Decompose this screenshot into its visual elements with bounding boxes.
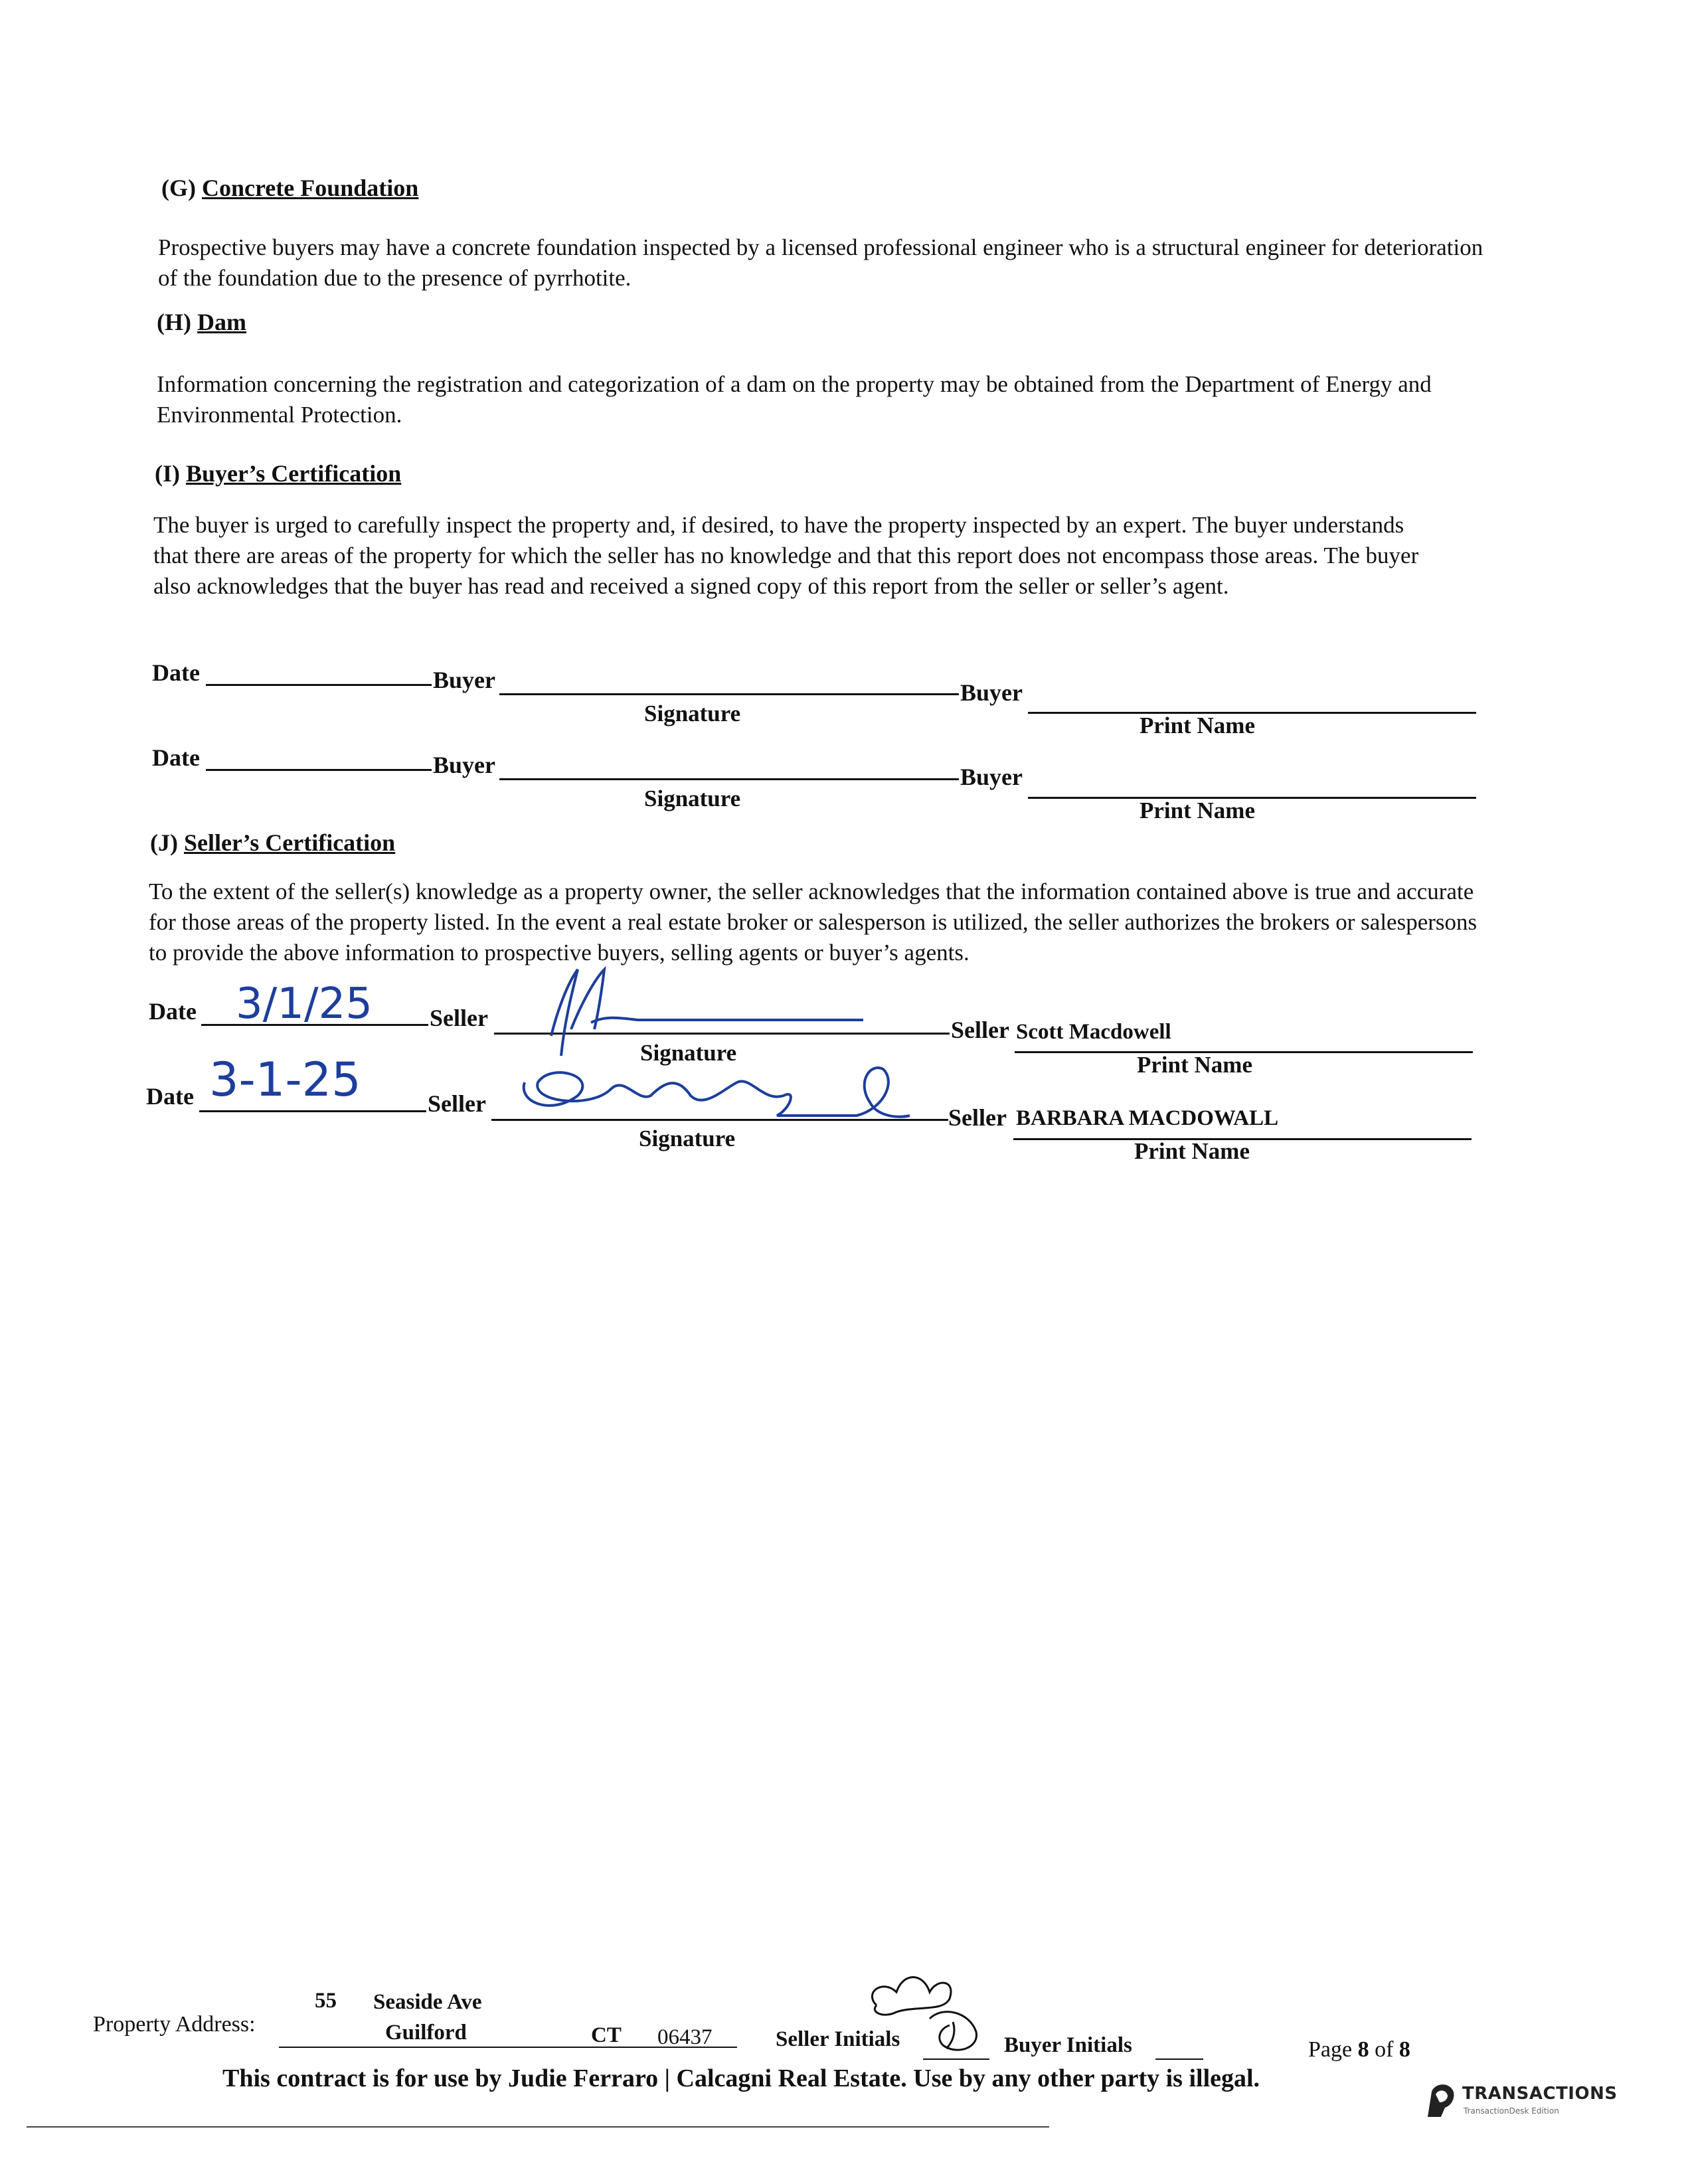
seller2-signature-caption: Signature: [639, 1126, 736, 1151]
seller1-seller-print-label: Seller: [951, 1017, 1009, 1043]
section-g-heading: [161, 174, 418, 202]
section-j-letter: (J): [150, 829, 178, 856]
transactions-logo-icon: [1421, 2078, 1458, 2118]
section-g-title: Concrete Foundation: [201, 175, 419, 201]
seller-initials-line[interactable]: [923, 2058, 989, 2060]
buyer1-date-line[interactable]: [206, 684, 432, 686]
buyer1-signature-line[interactable]: [499, 693, 959, 695]
buyer1-print-name-caption: Print Name: [1139, 713, 1255, 738]
section-h-text: Information concerning the registration and categorization of a dam on the property may be obtained from the Department of Energy and Environmental Protection.: [157, 371, 1432, 428]
seller2-print-name-value: BARBARA MACDOWALL: [1016, 1106, 1279, 1130]
buyer1-signature-caption: Signature: [644, 701, 741, 726]
section-i-letter: (I): [155, 460, 180, 487]
seller2-seller-label: Seller: [428, 1090, 486, 1117]
seller2-seller-print-label: Seller: [948, 1104, 1007, 1131]
seller-initials-label: Seller Initials: [776, 2027, 900, 2051]
page-total: 8: [1398, 2037, 1410, 2062]
transactions-logo-sub: TransactionDesk Edition: [1464, 2106, 1559, 2116]
seller2-signature-image: [511, 1056, 923, 1129]
section-h-letter: (H): [157, 309, 191, 335]
seller1-print-name-caption: Print Name: [1137, 1052, 1252, 1078]
section-j-title: Seller’s Certification: [183, 829, 396, 856]
seller2-date-line[interactable]: [199, 1110, 426, 1112]
page-number: [1308, 2037, 1410, 2062]
buyer-initials-line[interactable]: [1155, 2058, 1203, 2060]
property-city: Guilford: [385, 2021, 467, 2045]
buyer2-signature-line[interactable]: [499, 778, 959, 780]
seller1-date-handwritten: 3/1/25: [236, 979, 373, 1029]
buyer2-print-name-caption: Print Name: [1139, 798, 1255, 823]
section-i-title: Buyer’s Certification: [186, 460, 402, 487]
buyer2-buyer-print-label: Buyer: [960, 764, 1023, 790]
buyer1-date-label: Date: [152, 659, 200, 686]
seller2-date-label: Date: [146, 1083, 194, 1110]
buyer-initials-label: Buyer Initials: [1004, 2033, 1132, 2057]
buyer2-buyer-label: Buyer: [433, 752, 495, 778]
section-j-text: To the extent of the seller(s) knowledge as a property owner, the seller acknowledges that the information contained above is true and accurate for those areas of the property listed. In the event a real estate broker or salesperson is utilized, the seller authorizes the brokers or salespersons to provide the above information to prospective buyers, selling agents or buyer’s agents.: [149, 879, 1477, 966]
section-h-title: Dam: [197, 309, 246, 335]
section-j-heading: [150, 829, 395, 857]
transactions-logo: [1421, 2078, 1618, 2125]
bottom-edge-line: [27, 2126, 1049, 2128]
buyer2-date-line[interactable]: [206, 769, 432, 771]
section-g-text: Prospective buyers may have a concrete foundation inspected by a licensed professional engineer who is a structural engineer for deterioration of the foundation due to the presence of pyrrhotite.: [158, 234, 1483, 291]
page-prefix: Page: [1308, 2037, 1358, 2062]
property-street: Seaside Ave: [373, 1990, 482, 2014]
seller1-date-label: Date: [149, 998, 197, 1025]
section-h-heading: [157, 308, 246, 336]
buyer2-signature-caption: Signature: [644, 786, 741, 811]
property-address-label: Property Address:: [93, 2012, 256, 2037]
seller2-print-name-caption: Print Name: [1134, 1138, 1250, 1164]
seller2-date-handwritten: 3-1-25: [209, 1052, 361, 1107]
seller1-print-name-value: Scott Macdowell: [1016, 1020, 1171, 1044]
seller1-seller-label: Seller: [430, 1005, 488, 1031]
transactions-logo-text: TRANSACTIONS: [1462, 2084, 1618, 2104]
seller1-signature-caption: Signature: [640, 1040, 737, 1066]
usage-disclaimer: This contract is for use by Judie Ferraro | Calcagni Real Estate. Use by any other party is illegal.: [222, 2064, 1260, 2092]
buyer1-buyer-label: Buyer: [433, 667, 495, 693]
buyer2-date-label: Date: [152, 744, 200, 771]
property-number: 55: [315, 1989, 337, 2013]
property-zip: 06437: [657, 2025, 713, 2049]
page-mid: of: [1369, 2037, 1399, 2062]
page-current: 8: [1357, 2037, 1369, 2062]
seller-initials-image: [857, 1966, 989, 2058]
property-state: CT: [591, 2023, 622, 2047]
section-g-letter: (G): [161, 175, 196, 201]
section-i-heading: [155, 460, 401, 487]
buyer1-buyer-print-label: Buyer: [960, 679, 1023, 706]
section-i-text: The buyer is urged to carefully inspect the property and, if desired, to have the property inspected by an expert. The buyer understands that there are areas of the property for which the seller has no knowledge and that this report does not encompass those areas. The buyer also acknowledges that the buyer has read and received a signed copy of this report from the seller or seller’s agent.: [153, 512, 1419, 599]
